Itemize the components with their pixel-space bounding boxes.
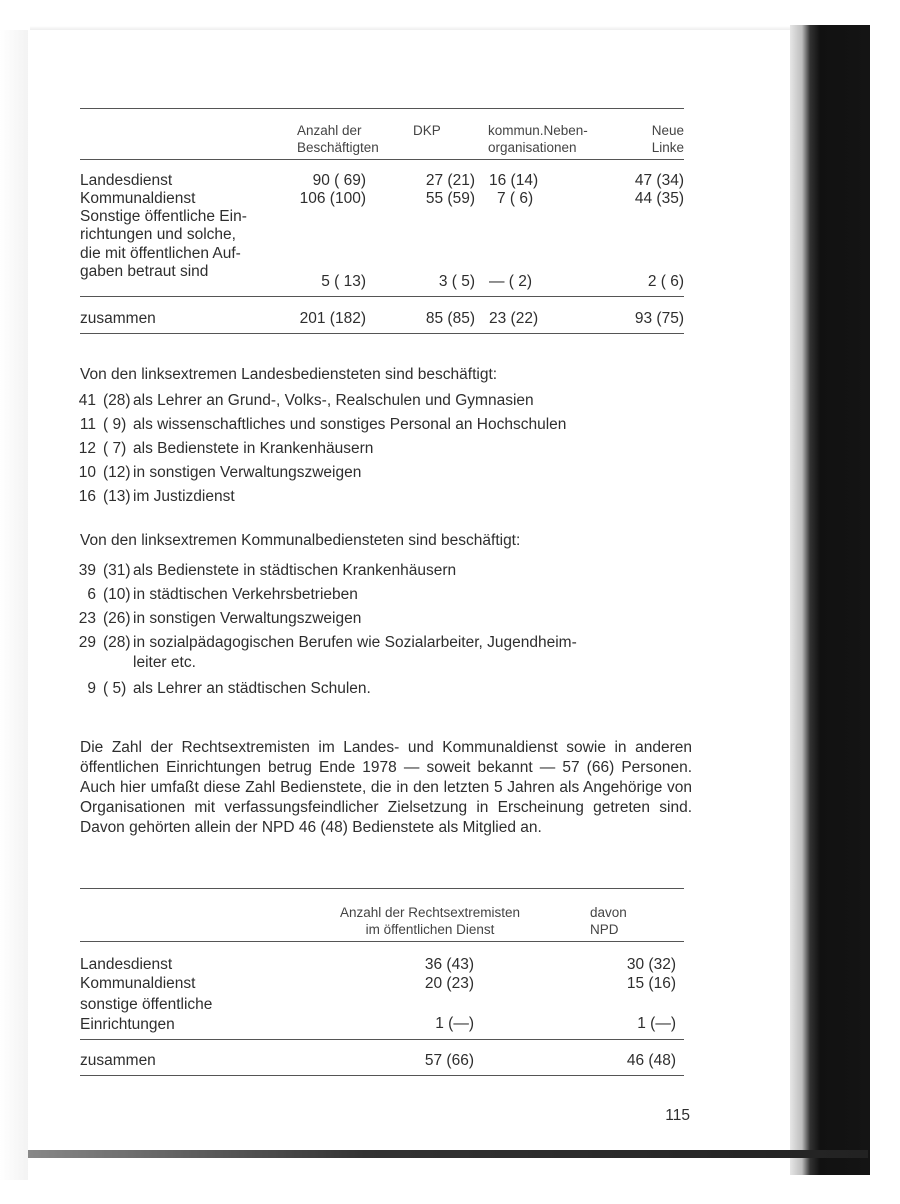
page-number: 115 — [665, 1107, 690, 1124]
header-count — [297, 122, 379, 156]
item-count: 12 — [78, 440, 96, 457]
table-rule — [80, 888, 684, 889]
cell: 201 (182) — [299, 310, 366, 327]
table-rule — [80, 108, 684, 109]
item-text: als Bedienstete in Krankenhäusern — [133, 440, 374, 457]
cell: 93 (75) — [634, 310, 684, 327]
item-count: 11 — [79, 416, 96, 433]
table-rule — [80, 333, 684, 334]
body-paragraph: Die Zahl der Rechtsextremisten im Landes- und Kommunaldienst sowie in anderen öffentlichen Einrichtungen betrug Ende 1978 — soweit bekannt — 57 (66) Personen. Auch hier umfaßt diese Zahl Bedienstete, die in den letzten 5 Jahren als Angehörige von Organisationen mit verfassungsfeindlicher Zielsetzung in Erscheinung getreten sind. Davon gehörten allein der NPD 46 (48) Bedienstete als Mitglied an. — [80, 739, 692, 836]
cell: 5 ( 13) — [321, 273, 366, 290]
label-line: Sonstige öffentliche Ein- — [80, 208, 247, 225]
item-count: 23 — [78, 610, 96, 627]
item-text: als Bedienstete in städtischen Krankenhäusern — [133, 562, 457, 579]
label-line: die mit öffentlichen Auf- — [80, 244, 241, 262]
item-count: 6 — [87, 586, 96, 603]
item-text: in städtischen Verkehrsbetrieben — [133, 586, 358, 603]
header-npd — [590, 904, 627, 938]
header-count — [330, 904, 530, 938]
item-text: als wissenschaftliches und sonstiges Personal an Hochschulen — [133, 416, 567, 433]
page-top-edge — [30, 26, 790, 30]
cell: 7 ( 6) — [497, 190, 534, 207]
item-prev: ( 7) — [103, 440, 127, 457]
book-binding — [790, 25, 870, 1175]
row-label: Landesdienst — [80, 956, 173, 973]
item-prev: (28) — [103, 392, 131, 409]
cell: 36 (43) — [424, 956, 474, 973]
item-prev: (31) — [103, 562, 131, 579]
cell: 46 (48) — [626, 1052, 676, 1069]
header-line: NPD — [590, 922, 619, 937]
header-line: Anzahl der — [297, 123, 362, 138]
row-label: Kommunaldienst — [80, 975, 196, 992]
row-label: Kommunaldienst — [80, 190, 196, 207]
item-text: als Lehrer an städtischen Schulen. — [133, 680, 371, 697]
label-line: richtungen und solche, — [80, 226, 236, 244]
cell: 20 (23) — [424, 975, 474, 992]
cell: 30 (32) — [626, 956, 676, 973]
item-text: in sonstigen Verwaltungszweigen — [133, 610, 362, 627]
item-count: 16 — [78, 488, 96, 505]
item-prev: ( 5) — [103, 680, 127, 697]
row-label: zusammen — [80, 1052, 156, 1069]
label-line: sonstige öffentliche — [80, 996, 213, 1013]
header-new-left — [620, 122, 684, 156]
item-text: in sozialpädagogischen Berufen wie Sozialarbeiter, Jugendheim- — [133, 634, 577, 651]
cell: 1 (—) — [637, 1015, 676, 1032]
cell: 44 (35) — [634, 190, 684, 207]
item-count: 10 — [78, 464, 96, 481]
cell: 57 (66) — [424, 1052, 474, 1069]
header-line: im öffentlichen Dienst — [365, 922, 495, 937]
item-text: als Lehrer an Grund-, Volks-, Realschulen und Gymnasien — [133, 392, 534, 409]
header-line: kommun.Neben- — [488, 123, 588, 138]
header-dkp: DKP — [413, 123, 441, 138]
list-intro: Von den linksextremen Landesbediensteten sind beschäftigt: — [80, 366, 498, 383]
item-prev: (10) — [103, 586, 131, 603]
item-count: 9 — [87, 680, 96, 697]
header-line: Linke — [651, 140, 684, 155]
item-count: 39 — [78, 562, 96, 579]
label-line: gaben betraut sind — [80, 262, 209, 280]
cell: 106 (100) — [299, 190, 366, 207]
cell: 1 (—) — [435, 1015, 474, 1032]
header-line: Beschäftigten — [297, 140, 379, 155]
label-line: Einrichtungen — [80, 1016, 175, 1033]
item-prev: (12) — [103, 464, 131, 481]
item-prev: ( 9) — [103, 416, 127, 433]
cell: 55 (59) — [425, 190, 475, 207]
row-label: Landesdienst — [80, 172, 173, 189]
header-line: davon — [590, 905, 627, 920]
page-bottom-edge — [28, 1150, 868, 1158]
table-rule — [80, 941, 684, 942]
list-intro: Von den linksextremen Kommunalbediensteten sind beschäftigt: — [80, 532, 521, 549]
cell: 23 (22) — [489, 310, 539, 327]
cell: 2 ( 6) — [647, 273, 684, 290]
row-label — [80, 995, 212, 1035]
table-rule — [80, 159, 684, 160]
cell: 90 ( 69) — [312, 172, 366, 189]
item-prev: (13) — [103, 488, 131, 505]
row-label: zusammen — [80, 310, 156, 327]
row-label — [80, 208, 247, 281]
header-line: organisationen — [488, 140, 577, 155]
cell: 15 (16) — [626, 975, 676, 992]
header-line: Anzahl der Rechtsextremisten — [339, 905, 521, 920]
table-rule — [80, 1039, 684, 1040]
item-text: im Justizdienst — [133, 488, 235, 505]
item-prev: (28) — [103, 634, 131, 651]
page-left-edge — [0, 30, 28, 1180]
item-text: in sonstigen Verwaltungszweigen — [133, 464, 362, 481]
header-organisations — [488, 122, 588, 156]
cell: 3 ( 5) — [438, 273, 475, 290]
header-line: Neue — [651, 123, 684, 138]
item-count: 29 — [78, 634, 96, 651]
table-rule — [80, 1075, 684, 1076]
item-text-continued: leiter etc. — [133, 654, 196, 671]
cell: 27 (21) — [425, 172, 475, 189]
item-prev: (26) — [103, 610, 131, 627]
item-count: 41 — [78, 392, 96, 409]
cell: 16 (14) — [489, 172, 539, 189]
table-rule — [80, 296, 684, 297]
cell: 85 (85) — [425, 310, 475, 327]
cell: 47 (34) — [634, 172, 684, 189]
cell: — ( 2) — [489, 273, 533, 290]
